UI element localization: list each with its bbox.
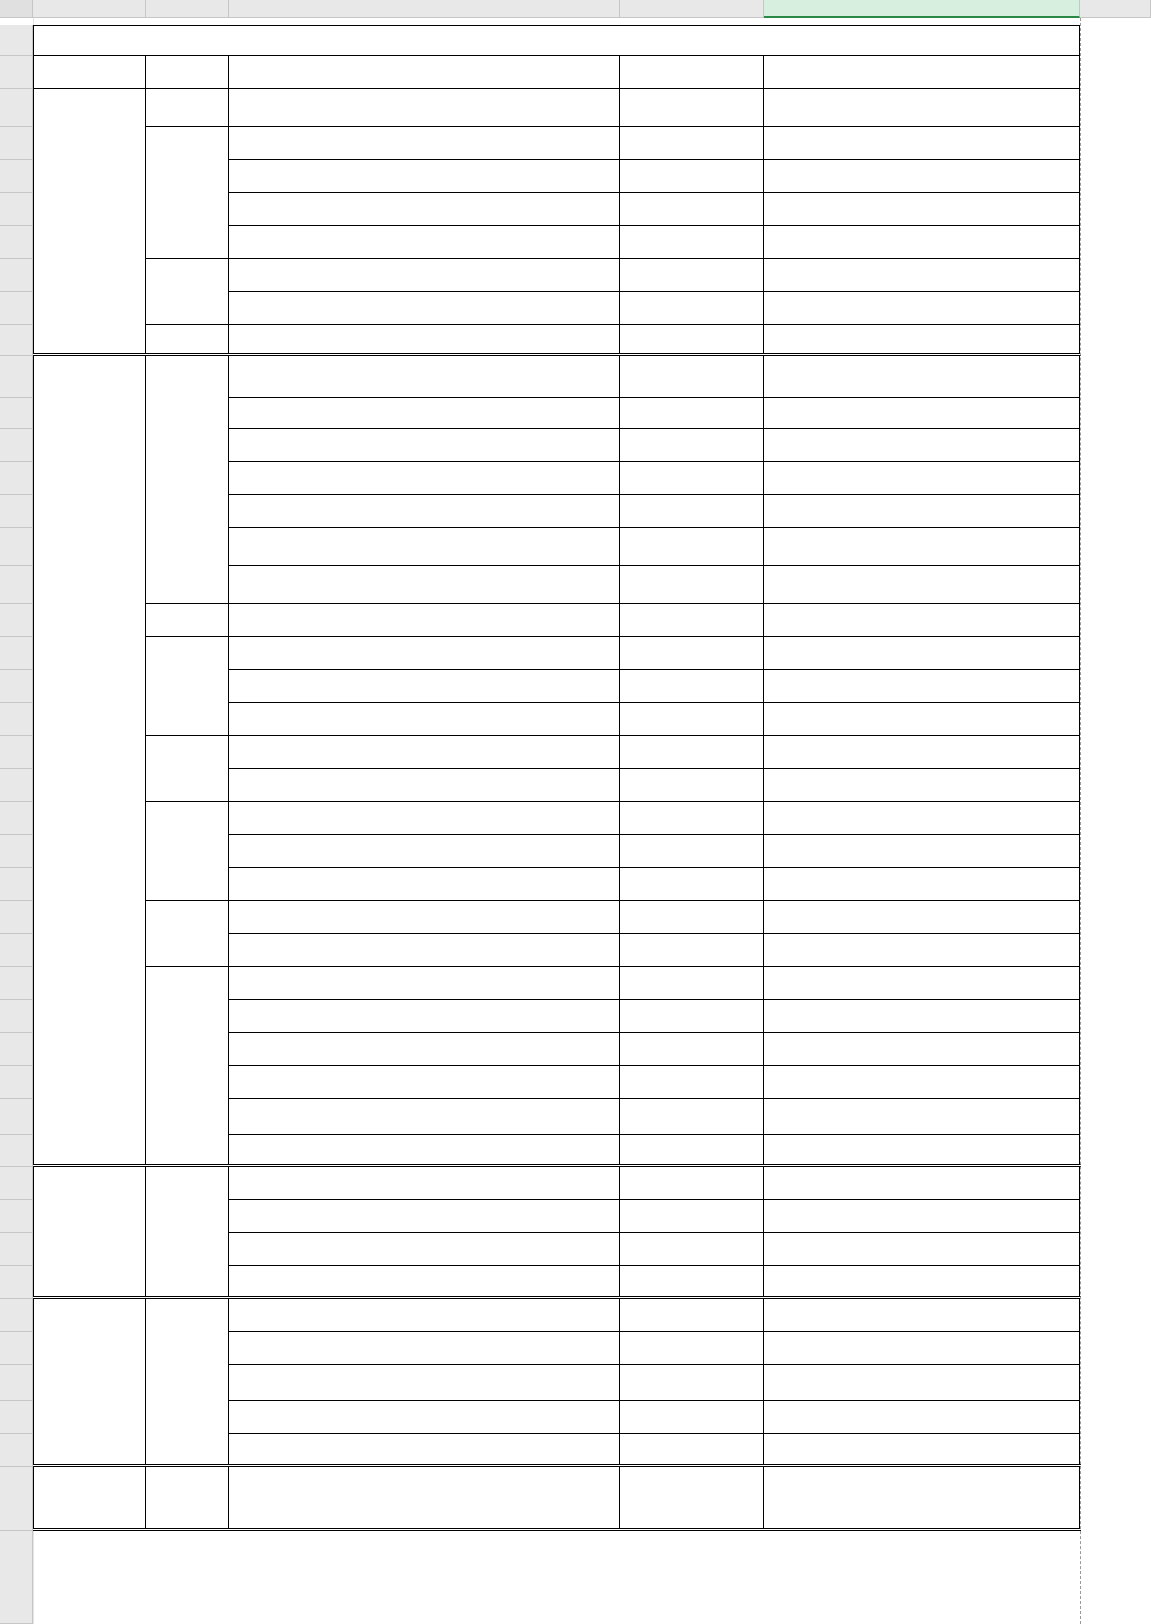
section-separator [33, 1464, 1081, 1467]
recipient-cell[interactable] [764, 1266, 1080, 1299]
row-header[interactable] [0, 934, 33, 967]
department-cell[interactable] [146, 967, 229, 1167]
award-level-cell[interactable] [620, 325, 764, 356]
recipient-cell[interactable] [764, 967, 1080, 1000]
header-award-level[interactable] [620, 56, 764, 89]
recipient-cell[interactable] [764, 429, 1080, 462]
section-separator [33, 353, 1081, 356]
project-name-cell[interactable] [229, 1233, 620, 1266]
award-level-cell[interactable] [620, 89, 764, 127]
row-header[interactable] [0, 967, 33, 1000]
recipient-cell[interactable] [764, 934, 1080, 967]
row-header[interactable] [0, 495, 33, 528]
recipient-cell[interactable] [764, 1401, 1080, 1434]
award-level-cell[interactable] [620, 462, 764, 495]
project-name-cell[interactable] [229, 868, 620, 901]
project-name-cell[interactable] [229, 1266, 620, 1299]
recipient-cell[interactable] [764, 1167, 1080, 1200]
recipient-cell[interactable] [764, 528, 1080, 566]
recipient-cell[interactable] [764, 1299, 1080, 1332]
header-department[interactable] [146, 56, 229, 89]
award-level-cell[interactable] [620, 398, 764, 429]
recipient-cell[interactable] [764, 769, 1080, 802]
header-project-name[interactable] [229, 56, 620, 89]
award-level-cell[interactable] [620, 160, 764, 193]
department-cell[interactable] [146, 1299, 229, 1467]
project-name-cell[interactable] [229, 1401, 620, 1434]
award-level-cell[interactable] [620, 1332, 764, 1365]
section-separator [33, 1528, 1081, 1531]
table-left-border [33, 25, 34, 1531]
recipient-cell[interactable] [764, 1135, 1080, 1167]
project-name-cell[interactable] [229, 1434, 620, 1467]
row-header[interactable] [0, 528, 33, 566]
recipient-cell[interactable] [764, 1332, 1080, 1365]
row-header[interactable] [0, 259, 33, 292]
row-header[interactable] [0, 398, 33, 429]
project-name-cell[interactable] [229, 160, 620, 193]
recipient-cell[interactable] [764, 670, 1080, 703]
column-header-e[interactable] [764, 0, 1080, 18]
award-level-cell[interactable] [620, 1434, 764, 1467]
recipient-cell[interactable] [764, 1233, 1080, 1266]
award-level-cell[interactable] [620, 1033, 764, 1066]
section-separator [33, 1164, 1081, 1167]
project-name-cell[interactable] [229, 1299, 620, 1332]
row-header[interactable] [0, 56, 33, 89]
select-all-corner[interactable] [0, 0, 33, 18]
recipient-cell[interactable] [764, 604, 1080, 637]
project-name-cell[interactable] [229, 495, 620, 528]
award-level-cell[interactable] [620, 1299, 764, 1332]
award-level-cell[interactable] [620, 868, 764, 901]
award-level-cell[interactable] [620, 127, 764, 160]
award-level-cell[interactable] [620, 1167, 764, 1200]
award-level-cell[interactable] [620, 835, 764, 868]
project-type-cell[interactable] [33, 1299, 146, 1467]
department-cell[interactable] [146, 604, 229, 637]
department-cell[interactable] [146, 901, 229, 967]
project-name-cell[interactable] [229, 193, 620, 226]
project-type-cell[interactable] [33, 356, 146, 1167]
award-level-cell[interactable] [620, 1266, 764, 1299]
recipient-cell[interactable] [764, 356, 1080, 398]
row-header[interactable] [0, 604, 33, 637]
project-name-cell[interactable] [229, 1099, 620, 1135]
department-cell[interactable] [146, 1167, 229, 1299]
row-header[interactable] [0, 637, 33, 670]
award-level-cell[interactable] [620, 967, 764, 1000]
recipient-cell[interactable] [764, 868, 1080, 901]
project-name-cell[interactable] [229, 637, 620, 670]
row-header[interactable] [0, 736, 33, 769]
row-header[interactable] [0, 1066, 33, 1099]
row-header[interactable] [0, 1135, 33, 1167]
row-header[interactable] [0, 1365, 33, 1401]
award-level-cell[interactable] [620, 901, 764, 934]
project-name-cell[interactable] [229, 226, 620, 259]
department-cell[interactable] [146, 259, 229, 325]
recipient-cell[interactable] [764, 1467, 1080, 1531]
recipient-cell[interactable] [764, 835, 1080, 868]
row-header[interactable] [0, 1167, 33, 1200]
award-level-cell[interactable] [620, 193, 764, 226]
row-header[interactable] [0, 160, 33, 193]
award-level-cell[interactable] [620, 259, 764, 292]
row-header[interactable] [0, 429, 33, 462]
recipient-cell[interactable] [764, 1200, 1080, 1233]
department-cell[interactable] [146, 1467, 229, 1531]
department-cell[interactable] [146, 736, 229, 802]
recipient-cell[interactable] [764, 736, 1080, 769]
row-header[interactable] [0, 1266, 33, 1299]
recipient-cell[interactable] [764, 193, 1080, 226]
project-name-cell[interactable] [229, 1066, 620, 1099]
award-level-cell[interactable] [620, 1066, 764, 1099]
award-level-cell[interactable] [620, 934, 764, 967]
department-cell[interactable] [146, 127, 229, 259]
row-header[interactable] [0, 1000, 33, 1033]
row-header[interactable] [0, 566, 33, 604]
recipient-cell[interactable] [764, 89, 1080, 127]
recipient-cell[interactable] [764, 1365, 1080, 1401]
recipient-cell[interactable] [764, 703, 1080, 736]
row-header[interactable] [0, 1033, 33, 1066]
row-header[interactable] [0, 127, 33, 160]
department-cell[interactable] [146, 356, 229, 604]
department-cell[interactable] [146, 325, 229, 356]
project-name-cell[interactable] [229, 1135, 620, 1167]
row-header[interactable] [0, 1531, 33, 1624]
recipient-cell[interactable] [764, 802, 1080, 835]
sheet-title[interactable] [33, 25, 1080, 56]
award-level-cell[interactable] [620, 1467, 764, 1531]
row-header[interactable] [0, 901, 33, 934]
project-name-cell[interactable] [229, 356, 620, 398]
award-level-cell[interactable] [620, 566, 764, 604]
column-header-b[interactable] [146, 0, 229, 18]
column-header-d[interactable] [620, 0, 764, 18]
award-level-cell[interactable] [620, 802, 764, 835]
award-level-cell[interactable] [620, 637, 764, 670]
row-header[interactable] [0, 1233, 33, 1266]
recipient-cell[interactable] [764, 292, 1080, 325]
row-header[interactable] [0, 1401, 33, 1434]
recipient-cell[interactable] [764, 1033, 1080, 1066]
row-header[interactable] [0, 226, 33, 259]
award-level-cell[interactable] [620, 1401, 764, 1434]
row-header[interactable] [0, 292, 33, 325]
row-header[interactable] [0, 835, 33, 868]
department-cell[interactable] [146, 89, 229, 127]
project-name-cell[interactable] [229, 769, 620, 802]
project-name-cell[interactable] [229, 1000, 620, 1033]
project-name-cell[interactable] [229, 1467, 620, 1531]
row-header[interactable] [0, 1099, 33, 1135]
project-name-cell[interactable] [229, 398, 620, 429]
row-header[interactable] [0, 1467, 33, 1531]
project-name-cell[interactable] [229, 1167, 620, 1200]
recipient-cell[interactable] [764, 1000, 1080, 1033]
recipient-cell[interactable] [764, 566, 1080, 604]
recipient-cell[interactable] [764, 495, 1080, 528]
project-name-cell[interactable] [229, 259, 620, 292]
project-name-cell[interactable] [229, 1033, 620, 1066]
award-level-cell[interactable] [620, 356, 764, 398]
project-name-cell[interactable] [229, 802, 620, 835]
award-level-cell[interactable] [620, 1135, 764, 1167]
department-cell[interactable] [146, 802, 229, 901]
recipient-cell[interactable] [764, 259, 1080, 292]
column-header-blank[interactable] [1080, 0, 1151, 18]
row-header[interactable] [0, 356, 33, 398]
project-name-cell[interactable] [229, 835, 620, 868]
recipient-cell[interactable] [764, 226, 1080, 259]
award-level-cell[interactable] [620, 1233, 764, 1266]
project-name-cell[interactable] [229, 703, 620, 736]
award-level-cell[interactable] [620, 703, 764, 736]
section-separator [33, 1296, 1081, 1299]
award-level-cell[interactable] [620, 1000, 764, 1033]
project-name-cell[interactable] [229, 292, 620, 325]
header-project-type[interactable] [33, 56, 146, 89]
project-name-cell[interactable] [229, 967, 620, 1000]
project-name-cell[interactable] [229, 1200, 620, 1233]
row-header[interactable] [0, 670, 33, 703]
recipient-cell[interactable] [764, 637, 1080, 670]
row-header[interactable] [0, 769, 33, 802]
award-level-cell[interactable] [620, 670, 764, 703]
row-header[interactable] [0, 1200, 33, 1233]
row-header[interactable] [0, 325, 33, 356]
row-header[interactable] [0, 89, 33, 127]
award-level-cell[interactable] [620, 429, 764, 462]
recipient-cell[interactable] [764, 1066, 1080, 1099]
award-level-cell[interactable] [620, 292, 764, 325]
recipient-cell[interactable] [764, 160, 1080, 193]
recipient-cell[interactable] [764, 462, 1080, 495]
project-name-cell[interactable] [229, 325, 620, 356]
header-recipient[interactable] [764, 56, 1080, 89]
row-header[interactable] [0, 802, 33, 835]
column-header-c[interactable] [229, 0, 620, 18]
project-name-cell[interactable] [229, 1332, 620, 1365]
award-level-cell[interactable] [620, 604, 764, 637]
row-header[interactable] [0, 1434, 33, 1467]
recipient-cell[interactable] [764, 127, 1080, 160]
project-type-cell[interactable] [33, 1467, 146, 1531]
award-level-cell[interactable] [620, 1365, 764, 1401]
row-header[interactable] [0, 1299, 33, 1332]
project-name-cell[interactable] [229, 566, 620, 604]
project-name-cell[interactable] [229, 1365, 620, 1401]
project-type-cell[interactable] [33, 1167, 146, 1299]
column-header-a[interactable] [33, 0, 146, 18]
department-cell[interactable] [146, 637, 229, 736]
recipient-cell[interactable] [764, 1099, 1080, 1135]
project-name-cell[interactable] [229, 89, 620, 127]
project-name-cell[interactable] [229, 127, 620, 160]
recipient-cell[interactable] [764, 1434, 1080, 1467]
award-level-cell[interactable] [620, 736, 764, 769]
award-level-cell[interactable] [620, 226, 764, 259]
project-name-cell[interactable] [229, 429, 620, 462]
award-level-cell[interactable] [620, 1099, 764, 1135]
row-header[interactable] [0, 703, 33, 736]
award-level-cell[interactable] [620, 1200, 764, 1233]
row-header[interactable] [0, 462, 33, 495]
row-header[interactable] [0, 25, 33, 56]
project-name-cell[interactable] [229, 462, 620, 495]
award-level-cell[interactable] [620, 528, 764, 566]
project-name-cell[interactable] [229, 736, 620, 769]
award-level-cell[interactable] [620, 769, 764, 802]
recipient-cell[interactable] [764, 901, 1080, 934]
row-header[interactable] [0, 193, 33, 226]
row-header[interactable] [0, 1332, 33, 1365]
project-type-cell[interactable] [33, 89, 146, 356]
project-name-cell[interactable] [229, 604, 620, 637]
award-level-cell[interactable] [620, 495, 764, 528]
recipient-cell[interactable] [764, 325, 1080, 356]
project-name-cell[interactable] [229, 670, 620, 703]
project-name-cell[interactable] [229, 934, 620, 967]
row-header[interactable] [0, 868, 33, 901]
recipient-cell[interactable] [764, 398, 1080, 429]
project-name-cell[interactable] [229, 528, 620, 566]
page-break-line [1080, 18, 1081, 1624]
project-name-cell[interactable] [229, 901, 620, 934]
